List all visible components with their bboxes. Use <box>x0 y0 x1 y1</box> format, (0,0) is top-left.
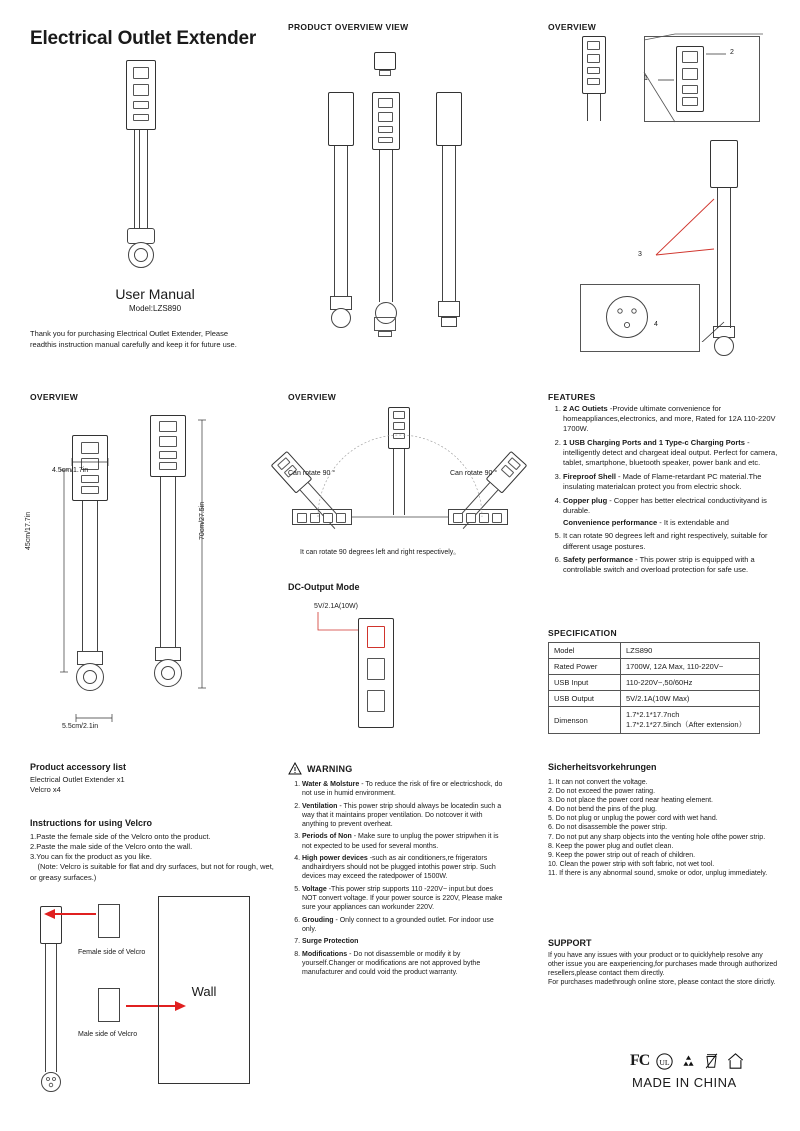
callout-label-2: 2 <box>730 49 734 56</box>
warning-item <box>302 854 506 881</box>
view-left-device <box>328 92 354 317</box>
safety-item: 2. Do not exceed the power rating. <box>548 788 656 796</box>
callout-label-1: 1 <box>644 75 648 82</box>
section-specification-title: SPECIFICATION <box>548 628 617 638</box>
view-right-body <box>436 92 462 146</box>
device-extension-cord-inner <box>139 130 143 230</box>
safety-item: 11. If there is any abnormal sound, smoke or odor, unplug immediately. <box>548 869 768 877</box>
spec-key: USB Input <box>549 675 621 691</box>
velcro-step: (Note: Velcro is suitable for flat and dry surfaces, but not for rough, wet, or greasy surfaces.) <box>30 862 274 882</box>
view-right-device <box>436 92 462 327</box>
feature-text: - Made of Flame-retardant PC material.The insulating materialcan protect you from electric shock. <box>563 471 762 491</box>
warning-text: - Do not disassemble or modify it by yourself.Changer or modifications are not approved bythe manufacturer and could void the product warranty. <box>302 951 481 977</box>
section-product-overview-view-title: PRODUCT OVERVIEW VIEW <box>288 22 409 32</box>
feature-name: Fireproof Shell <box>563 471 616 481</box>
feature-text: - Copper has better electrical conductivityand is durable. <box>563 495 767 515</box>
weee-icon <box>704 1052 719 1070</box>
plug-face-pins-icon <box>606 296 648 338</box>
warning-item <box>302 950 506 977</box>
feature-item <box>563 531 780 551</box>
warning-name: High power devices <box>302 855 368 863</box>
accessory-item: Velcro x4 <box>30 785 61 795</box>
safety-item: 9. Keep the power strip out of reach of children. <box>548 851 696 859</box>
safety-item: 5. Do not plug or unplug the power cord with wet hand. <box>548 815 718 823</box>
velcro-male-label: Male side of Velcro <box>78 1031 138 1038</box>
callout-label-4: 4 <box>654 321 658 328</box>
view-top-connector-cap <box>379 70 391 76</box>
safety-item: 4. Do not bend the pins of the plug. <box>548 806 657 814</box>
table-row <box>549 691 760 707</box>
made-in-label: MADE IN CHINA <box>632 1075 737 1090</box>
warning-item <box>302 832 506 850</box>
view-left-plug-face <box>331 308 351 328</box>
rotate-left-label: Can rotate 90 ° <box>288 470 336 477</box>
dimension-diagram <box>25 410 260 750</box>
warning-name: Surge Protection <box>302 938 359 946</box>
view-top-connector <box>374 52 396 70</box>
view-right-plug-pins <box>441 317 457 327</box>
velcro-step: 1.Paste the female side of the Velcro onto the product. <box>30 832 211 841</box>
rotation-caption: It can rotate 90 degrees left and right respectively。 <box>300 549 461 556</box>
callout-label-3: 3 <box>638 251 642 258</box>
spec-value: 110-220V~,50/60Hz <box>621 675 760 691</box>
feature-item <box>563 555 780 575</box>
spec-key: Rated Power <box>549 659 621 675</box>
view-center-device <box>372 92 400 332</box>
warning-item <box>302 780 506 798</box>
dimension-height-large: 70cm/27.5in <box>199 501 206 540</box>
safety-item: 8. Keep the power plug and outlet clean. <box>548 842 674 850</box>
warning-triangle-icon <box>288 762 302 775</box>
velcro-block <box>30 818 275 883</box>
dimension-lines <box>30 410 260 750</box>
safety-item: 3. Do not place the power cord near heating element. <box>548 797 713 805</box>
section-overview-top-title: OVERVIEW <box>548 22 597 32</box>
title-block <box>30 28 280 50</box>
velcro-step: 2.Paste the male side of the Velcro onto the wall. <box>30 842 193 852</box>
feature-item <box>563 496 780 528</box>
certification-marks <box>630 1052 745 1070</box>
warning-text: - Only connect to a grounded outlet. For indoor use only. <box>302 916 494 933</box>
safety-item: 10. Clean the power strip with soft fabric, not wet tool. <box>548 860 715 868</box>
rotate-right-label: Can rotate 90 ° <box>450 470 498 477</box>
view-center-usb <box>378 126 393 133</box>
view-left-cord <box>334 146 348 296</box>
feature-text: -intelligently detect and chargeat ideal output. Perfect for camera, tablet, smartphone, bluetooth speaker, power bank and etc. <box>563 437 778 468</box>
page-title: Electrical Outlet Extender <box>30 28 257 49</box>
house-icon <box>726 1052 745 1070</box>
support-text: If you have any issues with your product or to quicklyhelp resolve any other issue you are eaxperiencing,for purchases made through authorized resellers,please contact them directly. For purchases madethrough online store, please contact the store dirictly. <box>548 952 778 987</box>
rotation-diagram <box>288 405 518 565</box>
feature-item <box>563 404 780 434</box>
feature-name: Safety performance <box>563 555 634 565</box>
velcro-diagram <box>30 896 270 1096</box>
safety-block <box>548 762 780 878</box>
warning-text: -This power strip supports 110 -220V~ input.but does NOT convert voltage. If your power source is 220V, Please make sure your appliances can workunder 220V. <box>302 885 503 912</box>
safety-item: 1. It can not convert the voltage. <box>548 779 648 786</box>
warning-text: - Make sure to unplug the power stripwhen it is not expected to be used for several months. <box>302 833 499 850</box>
plug-detail-leader <box>698 302 740 342</box>
view-center-cord <box>379 150 393 302</box>
warning-block <box>288 762 506 981</box>
fcc-icon: FC <box>630 1052 650 1069</box>
view-right-cord <box>442 146 456 301</box>
product-overview-views <box>288 52 508 342</box>
section-features-title: FEATURES <box>548 392 596 402</box>
device-typec-port <box>133 114 149 121</box>
warning-name: Periods of Non <box>302 833 352 841</box>
velcro-female-label: Female side of Velcro <box>78 949 146 956</box>
feature-item <box>563 438 780 468</box>
overview-callout-diagram <box>548 32 778 362</box>
view-left-body <box>328 92 354 146</box>
spec-value: 5V/2.1A(10W Max) <box>621 691 760 707</box>
view-bottom-plug <box>374 317 396 337</box>
accessory-title: Product accessory list <box>30 762 127 772</box>
dimension-base-width: 5.5cm/2.1in <box>62 723 99 730</box>
features-list <box>548 404 780 579</box>
feature-item <box>563 472 780 492</box>
device-outlet-1 <box>133 67 149 79</box>
dimension-width-small: 4.5cm/1.7in <box>52 467 89 474</box>
safety-item: 6. Do not disassemble the power strip. <box>548 824 668 832</box>
warning-item <box>302 916 506 934</box>
specification-table <box>548 642 760 734</box>
section-overview-rotation-title: OVERVIEW <box>288 392 337 402</box>
spec-key: USB Output <box>549 691 621 707</box>
table-row <box>549 707 760 734</box>
spec-key: Model <box>549 643 621 659</box>
feature-name: Convenience performance <box>563 517 658 527</box>
device-outlet-2 <box>133 84 149 96</box>
support-title: SUPPORT <box>548 938 592 948</box>
table-row <box>549 675 760 691</box>
warning-name: Grouding <box>302 916 334 924</box>
warning-title: WARNING <box>307 763 353 774</box>
recycle-icon <box>680 1053 697 1070</box>
warning-name: Modifications <box>302 951 348 958</box>
safety-title: Sicherheitsvorkehrungen <box>548 762 657 772</box>
spec-value: 1.7*2.1*17.7nch 1.7*2.1*27.5inch（After extension） <box>621 707 760 734</box>
hero-device-illustration <box>112 60 172 280</box>
view-center-typec <box>378 137 393 143</box>
dc-output-device <box>358 618 394 728</box>
spec-value: LZS890 <box>621 643 760 659</box>
model-label: Model:LZS890 <box>128 304 182 313</box>
warning-text: -such as air conditioners,re frigerators andhairdryers should not be plugged intothis power strip. Such devices may exceed the ratedpower of 1500W. <box>302 855 496 881</box>
support-block <box>548 938 780 987</box>
manual-label: User Manual <box>115 286 195 302</box>
warning-item <box>302 802 506 829</box>
safety-item: 7. Do not put any sharp objects into the venting hole ofthe power strip. <box>548 833 766 841</box>
warning-item <box>302 937 506 946</box>
table-row <box>549 659 760 675</box>
warning-text: - To reduce the risk of fire or electricshock, do not use in humid environment. <box>302 781 503 798</box>
feature-text: -Provide ultimate convenience for homeappliances,electronics, and more, Rated for 12A 110-220V 1700W. <box>563 404 776 434</box>
view-right-plug-housing <box>438 301 460 317</box>
spec-value: 1700W, 12A Max, 110-220V~ <box>621 659 760 675</box>
svg-text:UL: UL <box>659 1057 670 1067</box>
feature-name: 1 USB Charging Ports and 1 Type-c Charging Ports <box>563 437 745 447</box>
callout-3-leader <box>648 187 728 267</box>
dc-output-rating: 5V/2.1A(10W) <box>314 603 358 610</box>
feature-text: - This power strip is equipped with a controllable switch and overload protection for safe use. <box>563 555 755 575</box>
section-overview-dimensions-title: OVERVIEW <box>30 392 79 402</box>
feature-name: Copper plug <box>563 495 608 505</box>
warning-text: - This power strip should always be locatedin such a way that it maintains proper ventilation. Do notcover it with anything to prevent overheat. <box>302 802 502 828</box>
view-center-outlet-2 <box>378 112 393 122</box>
device-usb-port <box>133 101 149 109</box>
accessory-block <box>30 762 270 795</box>
warning-item <box>302 885 506 912</box>
warning-name: Water & Molsture <box>302 781 360 788</box>
velcro-step: 3.You can fix the product as you like. <box>30 852 152 862</box>
feature-name: 2 AC Outiets <box>563 404 608 413</box>
ul-icon <box>656 1053 673 1070</box>
accessory-item: Electrical Outlet Extender x1 <box>30 775 125 784</box>
velcro-title: Instructions for using Velcro <box>30 818 153 828</box>
wall-label: Wall <box>191 984 217 999</box>
warning-name: Voltage <box>302 885 327 893</box>
spec-key: Dimenson <box>549 707 621 734</box>
feature-text: It can rotate 90 degrees left and right respectively, suitable for different usage postures. <box>563 531 768 551</box>
thanks-text: Thank you for purchasing Electrical Outlet Extender, Please readthis instruction manual carefully and keep it for future use. <box>30 329 237 349</box>
feature-text: - It is extendable and <box>659 517 729 527</box>
view-center-outlet-1 <box>378 98 393 108</box>
device-plug-inner <box>134 248 148 262</box>
section-dc-output-title: DC-Output Mode <box>288 582 360 592</box>
manual-subtitle-block <box>30 282 280 351</box>
warning-name: Ventilation <box>302 802 338 810</box>
table-row <box>549 643 760 659</box>
dimension-height-small: 45cm/17.7in <box>25 511 32 550</box>
callout-leader-lines <box>644 40 764 110</box>
